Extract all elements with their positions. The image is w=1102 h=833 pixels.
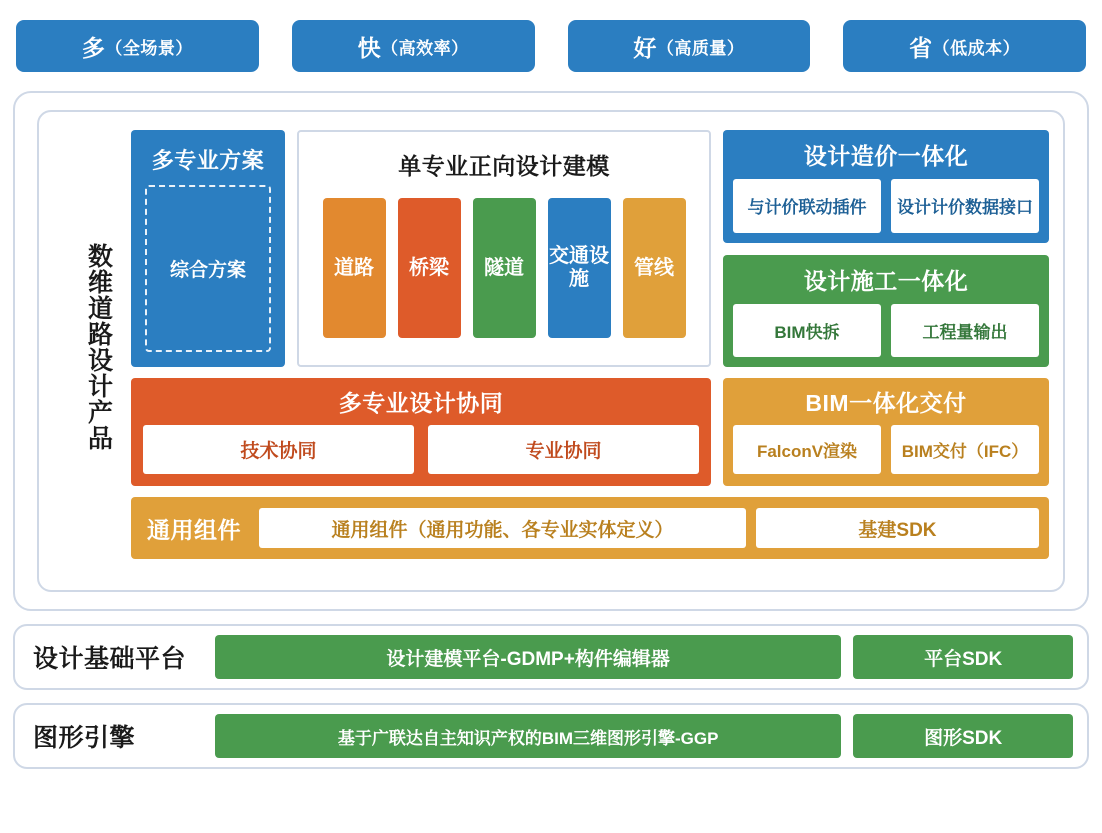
graphics-engine-bar: [13, 703, 1089, 769]
collaboration-chip-2: 专业协同: [428, 425, 699, 474]
collaboration-chips: [143, 425, 699, 474]
design-cost-chip-1: 与计价联动插件: [733, 179, 881, 233]
top-pill-1: [16, 20, 259, 72]
product-inner-panel: [37, 110, 1065, 592]
top-pill-1-sub: （全场景）: [105, 38, 193, 58]
design-platform-sdk: 平台SDK: [853, 635, 1073, 679]
design-construction-title: 设计施工一体化: [803, 267, 969, 294]
common-components-block: [131, 497, 1049, 559]
discipline-pipeline: 管线: [623, 198, 686, 338]
common-components-chip-1: 通用组件（通用功能、各专业实体定义）: [259, 508, 746, 548]
design-platform-bar: [13, 624, 1089, 690]
multi-scheme-block: [131, 130, 285, 367]
top-pill-3-sub: （高质量）: [656, 38, 745, 58]
top-pill-4-main: 省: [909, 34, 933, 61]
right-integration-column: [723, 130, 1049, 367]
single-profession-block: [297, 130, 711, 367]
product-content-area: [131, 130, 1049, 576]
top-pill-2-sub: （高效率）: [381, 38, 469, 58]
single-profession-title: 单专业正向设计建模: [398, 153, 610, 179]
design-construction-block: [723, 255, 1049, 368]
design-platform-lead: 设计基础平台: [33, 645, 187, 673]
design-construction-chips: [733, 304, 1039, 358]
bim-delivery-chip-2: BIM交付（IFC）: [891, 425, 1039, 474]
bim-delivery-block: [723, 378, 1049, 486]
design-cost-chips: [733, 179, 1039, 233]
top-pill-4: [843, 20, 1086, 72]
collaboration-chip-1: 技术协同: [143, 425, 414, 474]
collaboration-block: [131, 378, 711, 486]
top-pill-3-main: 好: [633, 34, 657, 61]
graphics-engine-sdk: 图形SDK: [853, 714, 1073, 758]
bim-delivery-title: BIM一体化交付: [805, 390, 967, 416]
discipline-bridge: 桥梁: [398, 198, 461, 338]
top-pill-1-main: 多: [81, 34, 106, 61]
discipline-tunnel: 隧道: [473, 198, 536, 338]
graphics-engine-lead: 图形引擎: [33, 724, 136, 752]
collaboration-title: 多专业设计协同: [338, 390, 504, 416]
product-row-1: [131, 130, 1049, 367]
graphics-engine-main: 基于广联达自主知识产权的BIM三维图形引擎-GGP: [215, 714, 841, 758]
discipline-road: 道路: [323, 198, 386, 338]
top-pill-2-main: 快: [357, 34, 382, 61]
design-construction-chip-2: 工程量输出: [891, 304, 1039, 358]
bim-delivery-chips: [733, 425, 1039, 474]
bim-delivery-chip-1: FalconV渲染: [733, 425, 881, 474]
common-components-chip-2: 基建SDK: [756, 508, 1039, 548]
design-platform-main: 设计建模平台-GDMP+构件编辑器: [215, 635, 841, 679]
multi-scheme-title: 多专业方案: [151, 148, 265, 173]
product-outer-panel: [13, 91, 1089, 611]
top-pill-4-sub: （低成本）: [932, 38, 1021, 58]
multi-scheme-comprehensive: 综合方案: [145, 185, 271, 352]
product-vertical-title: 数维道路设计产品: [84, 243, 113, 451]
design-cost-block: [723, 130, 1049, 243]
design-cost-title: 设计造价一体化: [803, 143, 969, 169]
top-pill-2: [292, 20, 535, 72]
top-pill-3: [568, 20, 811, 72]
design-cost-chip-2: 设计计价数据接口: [891, 179, 1039, 233]
design-construction-chip-1: BIM快拆: [733, 304, 881, 358]
discipline-row: [299, 198, 709, 338]
top-benefits-row: [0, 0, 1102, 72]
product-row-2: [131, 378, 1049, 486]
discipline-traffic-facility: 交通设施: [548, 198, 611, 338]
common-components-lead: 通用组件: [147, 516, 241, 543]
